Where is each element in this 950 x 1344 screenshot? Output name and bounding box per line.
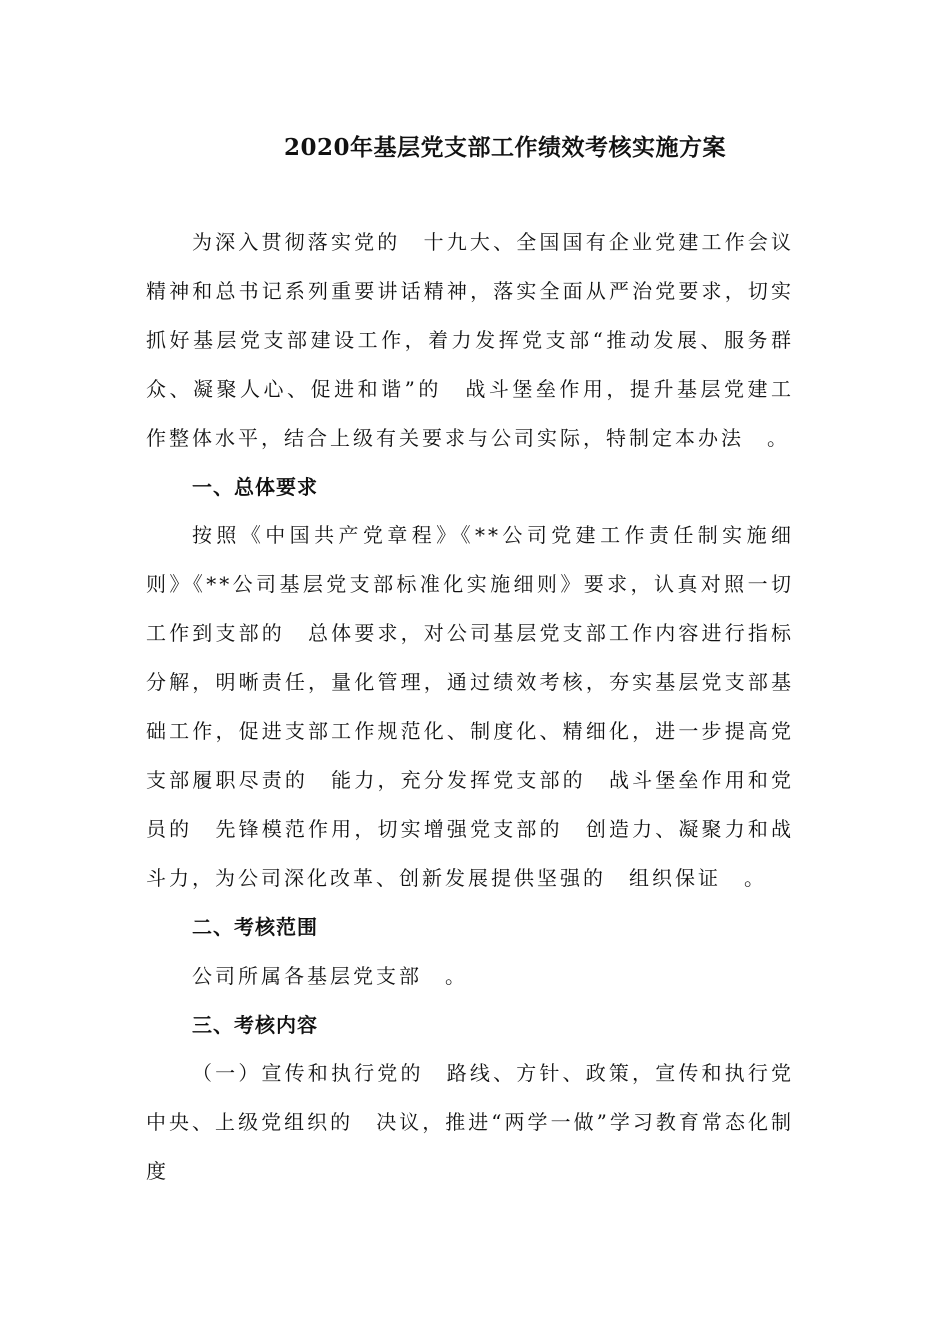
section-heading-general-requirements: 一、总体要求 xyxy=(192,474,318,499)
intro-paragraph: 为深入贯彻落实党的 十九大、全国国有企业党建工作会议精神和总书记系列重要讲话精神，落实全面从严治党要求，切实抓好基层党支部建设工作，着力发挥党支部“推动发展、服务群众、凝聚人心、促进和谐”的 战斗堡垒作用，提升基层党建工作整体水平，结合上级有关要求与公司实际，特制定本办法 。 xyxy=(146,230,794,450)
assessment-scope-paragraph: 公司所属各基层党支部 。 xyxy=(192,963,468,988)
assessment-content-paragraph: （一）宣传和执行党的 路线、方针、政策，宣传和执行党中央、上级党组织的 决议，推进“两学一做”学习教育常态化制度 xyxy=(146,1061,794,1184)
general-requirements-paragraph: 按照《中国共产党章程》《**公司党建工作责任制实施细则》《**公司基层党支部标准化实施细则》要求，认真对照一切工作到支部的 总体要求，对公司基层党支部工作内容进行指标分解，明晰责任，量化管理，通过绩效考核，夯实基层党支部基础工作，促进支部工作规范化、制度化、精细化，进一步提高党支部履职尽责的 能力，充分发挥党支部的 战斗堡垒作用和党员的 先锋模范作用，切实增强党支部的 创造力、凝聚力和战斗力，为公司深化改革、创新发展提供坚强的 组织保证 。 xyxy=(146,523,794,890)
document-body xyxy=(146,218,794,1196)
document-title: 2020年基层党支部工作绩效考核实施方案 xyxy=(283,134,726,161)
section-heading-assessment-scope: 二、考核范围 xyxy=(192,914,318,939)
section-heading-assessment-content: 三、考核内容 xyxy=(192,1012,318,1037)
